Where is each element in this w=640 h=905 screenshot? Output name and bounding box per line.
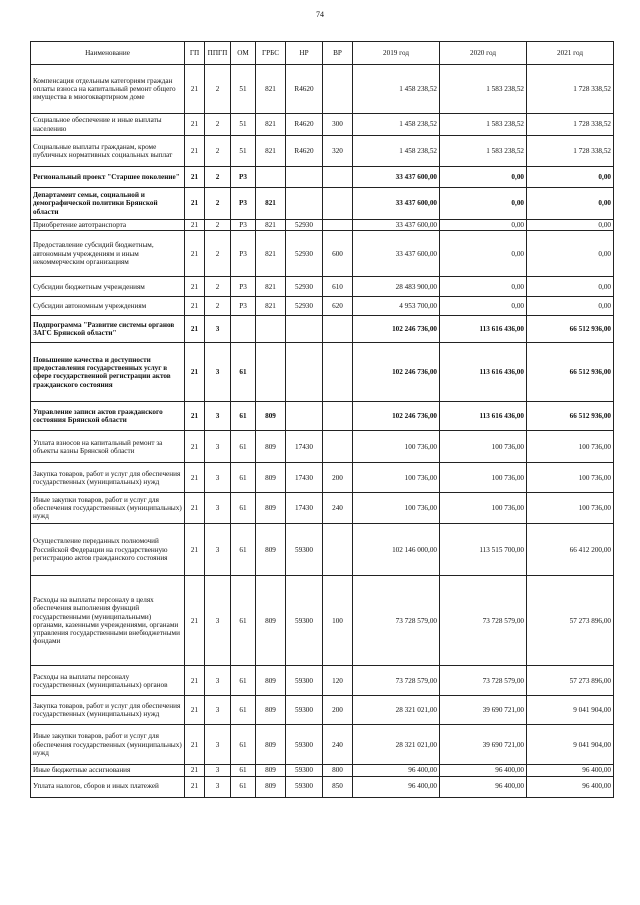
table-row: [31, 765, 614, 776]
cell-vr: [323, 188, 353, 220]
col-header-ppgp: ППГП: [205, 42, 231, 65]
col-header-2019: 2019 год: [353, 42, 440, 65]
cell-name: Расходы на выплаты персоналу государственных (муниципальных) органов: [31, 666, 185, 696]
cell-gp: 21: [185, 402, 205, 431]
table-row: [31, 343, 614, 402]
cell-gp: 21: [185, 343, 205, 402]
cell-name: Субсидии автономным учреждениям: [31, 297, 185, 316]
cell-vr: [323, 431, 353, 463]
cell-gp: 21: [185, 493, 205, 524]
cell-ppgp: 2: [205, 220, 231, 231]
cell-grbs: [256, 343, 286, 402]
cell-2020: 1 583 238,52: [440, 114, 527, 136]
cell-np: 59300: [286, 696, 323, 725]
cell-gp: 21: [185, 576, 205, 666]
cell-2021: 0,00: [527, 297, 614, 316]
cell-np: 52930: [286, 220, 323, 231]
col-header-np: НР: [286, 42, 323, 65]
cell-ppgp: 2: [205, 167, 231, 188]
cell-gp: 21: [185, 431, 205, 463]
cell-gp: 21: [185, 297, 205, 316]
cell-ppgp: 2: [205, 277, 231, 297]
cell-grbs: 809: [256, 576, 286, 666]
cell-name: Закупка товаров, работ и услуг для обеспечения государственных (муниципальных) нужд: [31, 463, 185, 493]
cell-om: P3: [231, 231, 256, 277]
cell-gp: 21: [185, 696, 205, 725]
cell-vr: [323, 220, 353, 231]
cell-name: Социальное обеспечение и иные выплаты населению: [31, 114, 185, 136]
cell-np: 59300: [286, 765, 323, 776]
cell-grbs: 809: [256, 765, 286, 776]
table-row: [31, 188, 614, 220]
cell-ppgp: 3: [205, 725, 231, 765]
cell-np: 59300: [286, 524, 323, 576]
table-row: [31, 231, 614, 277]
cell-ppgp: 2: [205, 188, 231, 220]
cell-name: Иные закупки товаров, работ и услуг для обеспечения государственных (муниципальных) нужд: [31, 493, 185, 524]
cell-2021: 9 041 904,00: [527, 725, 614, 765]
cell-om: 61: [231, 776, 256, 797]
col-header-2021: 2021 год: [527, 42, 614, 65]
cell-2019: 102 246 736,00: [353, 343, 440, 402]
cell-name: Подпрограмма "Развитие системы органов ЗАГС Брянской области": [31, 316, 185, 343]
cell-vr: [323, 316, 353, 343]
cell-grbs: 809: [256, 402, 286, 431]
cell-2019: 102 246 736,00: [353, 316, 440, 343]
cell-2021: 0,00: [527, 188, 614, 220]
cell-gp: 21: [185, 316, 205, 343]
cell-np: 59300: [286, 576, 323, 666]
cell-2020: 96 400,00: [440, 765, 527, 776]
cell-vr: 610: [323, 277, 353, 297]
cell-2021: 100 736,00: [527, 431, 614, 463]
cell-2020: 113 515 700,00: [440, 524, 527, 576]
cell-2019: 33 437 600,00: [353, 188, 440, 220]
cell-om: 51: [231, 65, 256, 114]
cell-vr: 600: [323, 231, 353, 277]
cell-np: 52930: [286, 231, 323, 277]
cell-gp: 21: [185, 725, 205, 765]
cell-2020: 113 616 436,00: [440, 343, 527, 402]
cell-2020: 39 690 721,00: [440, 725, 527, 765]
cell-ppgp: 2: [205, 65, 231, 114]
page-number: 74: [316, 10, 324, 19]
table-body: [31, 65, 614, 798]
cell-vr: 240: [323, 493, 353, 524]
col-header-vr: ВР: [323, 42, 353, 65]
budget-table: [30, 41, 614, 798]
cell-2021: 0,00: [527, 277, 614, 297]
cell-2019: 96 400,00: [353, 776, 440, 797]
table-row: [31, 524, 614, 576]
cell-gp: 21: [185, 188, 205, 220]
table-row: [31, 297, 614, 316]
cell-2021: 1 728 338,52: [527, 136, 614, 167]
cell-vr: [323, 343, 353, 402]
cell-om: 61: [231, 431, 256, 463]
cell-name: Управление записи актов гражданского состояния Брянской области: [31, 402, 185, 431]
cell-grbs: 821: [256, 65, 286, 114]
cell-ppgp: 3: [205, 316, 231, 343]
cell-2020: 0,00: [440, 297, 527, 316]
cell-2021: 9 041 904,00: [527, 696, 614, 725]
cell-np: 52930: [286, 297, 323, 316]
cell-np: 59300: [286, 725, 323, 765]
table-row: [31, 65, 614, 114]
table-row: [31, 493, 614, 524]
cell-np: [286, 343, 323, 402]
cell-vr: [323, 402, 353, 431]
cell-2020: 100 736,00: [440, 493, 527, 524]
cell-grbs: 809: [256, 463, 286, 493]
cell-grbs: 821: [256, 231, 286, 277]
table-row: [31, 463, 614, 493]
cell-name: Осуществление переданных полномочий Российской Федерации на государственную регистрацию актов гражданского состояния: [31, 524, 185, 576]
cell-2019: 73 728 579,00: [353, 666, 440, 696]
cell-vr: 200: [323, 463, 353, 493]
cell-np: 17430: [286, 463, 323, 493]
cell-2019: 102 246 736,00: [353, 402, 440, 431]
cell-2021: 0,00: [527, 220, 614, 231]
cell-2020: 113 616 436,00: [440, 402, 527, 431]
cell-grbs: 809: [256, 431, 286, 463]
cell-np: [286, 316, 323, 343]
table-row: [31, 666, 614, 696]
cell-om: 61: [231, 576, 256, 666]
cell-name: Иные закупки товаров, работ и услуг для обеспечения государственных (муниципальных) нужд: [31, 725, 185, 765]
cell-gp: 21: [185, 776, 205, 797]
table-row: [31, 725, 614, 765]
cell-2021: 96 400,00: [527, 765, 614, 776]
cell-om: 61: [231, 463, 256, 493]
cell-2020: 0,00: [440, 188, 527, 220]
cell-ppgp: 2: [205, 231, 231, 277]
cell-vr: 800: [323, 765, 353, 776]
cell-name: Социальные выплаты гражданам, кроме публичных нормативных социальных выплат: [31, 136, 185, 167]
cell-2019: 1 458 238,52: [353, 65, 440, 114]
cell-om: 51: [231, 114, 256, 136]
cell-2019: 28 321 021,00: [353, 696, 440, 725]
col-header-2020: 2020 год: [440, 42, 527, 65]
cell-ppgp: 2: [205, 114, 231, 136]
cell-2019: 4 953 700,00: [353, 297, 440, 316]
table-row: [31, 696, 614, 725]
cell-2019: 100 736,00: [353, 431, 440, 463]
cell-2019: 102 146 000,00: [353, 524, 440, 576]
cell-2021: 1 728 338,52: [527, 114, 614, 136]
cell-grbs: 821: [256, 297, 286, 316]
cell-name: Предоставление субсидий бюджетным, автономным учреждениям и иным некоммерческим организациям: [31, 231, 185, 277]
cell-2020: 0,00: [440, 220, 527, 231]
cell-name: Повышение качества и доступности предоставления государственных услуг в сфере государственной регистрации актов гражданского состояния: [31, 343, 185, 402]
cell-ppgp: 3: [205, 431, 231, 463]
cell-ppgp: 3: [205, 402, 231, 431]
cell-om: 51: [231, 136, 256, 167]
cell-name: Субсидии бюджетным учреждениям: [31, 277, 185, 297]
cell-2019: 33 437 600,00: [353, 231, 440, 277]
cell-name: Уплата взносов на капитальный ремонт за объекты казны Брянской области: [31, 431, 185, 463]
cell-om: 61: [231, 524, 256, 576]
cell-name: Расходы на выплаты персоналу в целях обеспечения выполнения функций государственными (муниципальными) органами, казенными учреждениями, органами управления государственными внебюджетными фондами: [31, 576, 185, 666]
cell-ppgp: 3: [205, 463, 231, 493]
cell-gp: 21: [185, 666, 205, 696]
cell-2021: 0,00: [527, 167, 614, 188]
cell-name: Иные бюджетные ассигнования: [31, 765, 185, 776]
cell-np: 52930: [286, 277, 323, 297]
cell-gp: 21: [185, 136, 205, 167]
cell-2019: 33 437 600,00: [353, 220, 440, 231]
cell-gp: 21: [185, 167, 205, 188]
cell-2020: 0,00: [440, 277, 527, 297]
cell-vr: 850: [323, 776, 353, 797]
cell-2021: 66 512 936,00: [527, 343, 614, 402]
cell-2020: 96 400,00: [440, 776, 527, 797]
cell-2021: 66 412 200,00: [527, 524, 614, 576]
cell-2020: 113 616 436,00: [440, 316, 527, 343]
cell-np: [286, 167, 323, 188]
cell-om: 61: [231, 765, 256, 776]
col-header-om: ОМ: [231, 42, 256, 65]
cell-2020: 100 736,00: [440, 431, 527, 463]
cell-vr: 200: [323, 696, 353, 725]
cell-om: 61: [231, 343, 256, 402]
cell-grbs: 809: [256, 493, 286, 524]
cell-om: 61: [231, 696, 256, 725]
cell-2020: 73 728 579,00: [440, 666, 527, 696]
cell-2019: 96 400,00: [353, 765, 440, 776]
cell-grbs: 809: [256, 666, 286, 696]
cell-gp: 21: [185, 524, 205, 576]
cell-np: R4620: [286, 114, 323, 136]
cell-om: 61: [231, 666, 256, 696]
cell-gp: 21: [185, 463, 205, 493]
cell-ppgp: 3: [205, 696, 231, 725]
cell-gp: 21: [185, 65, 205, 114]
cell-2020: 39 690 721,00: [440, 696, 527, 725]
table-row: [31, 316, 614, 343]
cell-2020: 1 583 238,52: [440, 65, 527, 114]
cell-vr: [323, 167, 353, 188]
cell-2019: 1 458 238,52: [353, 136, 440, 167]
cell-2021: 0,00: [527, 231, 614, 277]
col-header-name: Наименование: [31, 42, 185, 65]
table-row: [31, 431, 614, 463]
cell-2021: 57 273 896,00: [527, 576, 614, 666]
cell-2019: 33 437 600,00: [353, 167, 440, 188]
table-row: [31, 167, 614, 188]
cell-ppgp: 3: [205, 493, 231, 524]
cell-grbs: [256, 316, 286, 343]
cell-name: Закупка товаров, работ и услуг для обеспечения государственных (муниципальных) нужд: [31, 696, 185, 725]
table-row: [31, 776, 614, 797]
cell-ppgp: 3: [205, 343, 231, 402]
cell-name: Приобретение автотранспорта: [31, 220, 185, 231]
cell-ppgp: 3: [205, 524, 231, 576]
table-row: [31, 220, 614, 231]
table-row: [31, 402, 614, 431]
cell-vr: 100: [323, 576, 353, 666]
cell-vr: 240: [323, 725, 353, 765]
cell-grbs: 821: [256, 277, 286, 297]
cell-om: 61: [231, 725, 256, 765]
cell-name: Компенсация отдельным категориям граждан оплаты взноса на капитальный ремонт общего имущества в многоквартирном доме: [31, 65, 185, 114]
cell-om: 61: [231, 402, 256, 431]
cell-ppgp: 2: [205, 297, 231, 316]
cell-grbs: 821: [256, 220, 286, 231]
cell-2021: 66 512 936,00: [527, 316, 614, 343]
table-row: [31, 576, 614, 666]
cell-name: Департамент семьи, социальной и демографической политики Брянской области: [31, 188, 185, 220]
table-row: [31, 277, 614, 297]
cell-ppgp: 3: [205, 576, 231, 666]
cell-2020: 73 728 579,00: [440, 576, 527, 666]
cell-np: 17430: [286, 431, 323, 463]
cell-gp: 21: [185, 220, 205, 231]
cell-ppgp: 3: [205, 666, 231, 696]
cell-grbs: 821: [256, 114, 286, 136]
cell-np: 59300: [286, 666, 323, 696]
cell-vr: 320: [323, 136, 353, 167]
cell-grbs: 821: [256, 188, 286, 220]
cell-name: Региональный проект "Старшее поколение": [31, 167, 185, 188]
cell-np: 17430: [286, 493, 323, 524]
cell-om: P3: [231, 167, 256, 188]
cell-np: [286, 402, 323, 431]
cell-gp: 21: [185, 765, 205, 776]
cell-2020: 0,00: [440, 231, 527, 277]
table-header-row: [31, 42, 614, 65]
cell-np: R4620: [286, 65, 323, 114]
cell-ppgp: 2: [205, 136, 231, 167]
cell-name: Уплата налогов, сборов и иных платежей: [31, 776, 185, 797]
cell-gp: 21: [185, 231, 205, 277]
cell-om: 61: [231, 493, 256, 524]
cell-om: P3: [231, 297, 256, 316]
cell-ppgp: 3: [205, 765, 231, 776]
cell-om: P3: [231, 220, 256, 231]
cell-2020: 100 736,00: [440, 463, 527, 493]
cell-vr: 300: [323, 114, 353, 136]
cell-np: 59300: [286, 776, 323, 797]
cell-2021: 96 400,00: [527, 776, 614, 797]
cell-2020: 1 583 238,52: [440, 136, 527, 167]
cell-om: [231, 316, 256, 343]
cell-2021: 100 736,00: [527, 493, 614, 524]
cell-2021: 1 728 338,52: [527, 65, 614, 114]
cell-2019: 100 736,00: [353, 493, 440, 524]
cell-vr: 620: [323, 297, 353, 316]
cell-2021: 100 736,00: [527, 463, 614, 493]
cell-gp: 21: [185, 114, 205, 136]
cell-gp: 21: [185, 277, 205, 297]
cell-grbs: 821: [256, 136, 286, 167]
col-header-grbs: ГРБС: [256, 42, 286, 65]
cell-2019: 73 728 579,00: [353, 576, 440, 666]
cell-2019: 1 458 238,52: [353, 114, 440, 136]
cell-vr: [323, 65, 353, 114]
cell-grbs: 809: [256, 725, 286, 765]
cell-grbs: 809: [256, 696, 286, 725]
cell-grbs: [256, 167, 286, 188]
cell-2019: 28 321 021,00: [353, 725, 440, 765]
cell-2019: 100 736,00: [353, 463, 440, 493]
cell-np: [286, 188, 323, 220]
cell-2020: 0,00: [440, 167, 527, 188]
cell-2019: 28 483 900,00: [353, 277, 440, 297]
cell-2021: 57 273 896,00: [527, 666, 614, 696]
table-row: [31, 136, 614, 167]
cell-grbs: 809: [256, 524, 286, 576]
cell-np: R4620: [286, 136, 323, 167]
cell-vr: [323, 524, 353, 576]
cell-ppgp: 3: [205, 776, 231, 797]
table-row: [31, 114, 614, 136]
cell-2021: 66 512 936,00: [527, 402, 614, 431]
cell-om: P3: [231, 277, 256, 297]
cell-grbs: 809: [256, 776, 286, 797]
cell-om: P3: [231, 188, 256, 220]
col-header-gp: ГП: [185, 42, 205, 65]
cell-vr: 120: [323, 666, 353, 696]
